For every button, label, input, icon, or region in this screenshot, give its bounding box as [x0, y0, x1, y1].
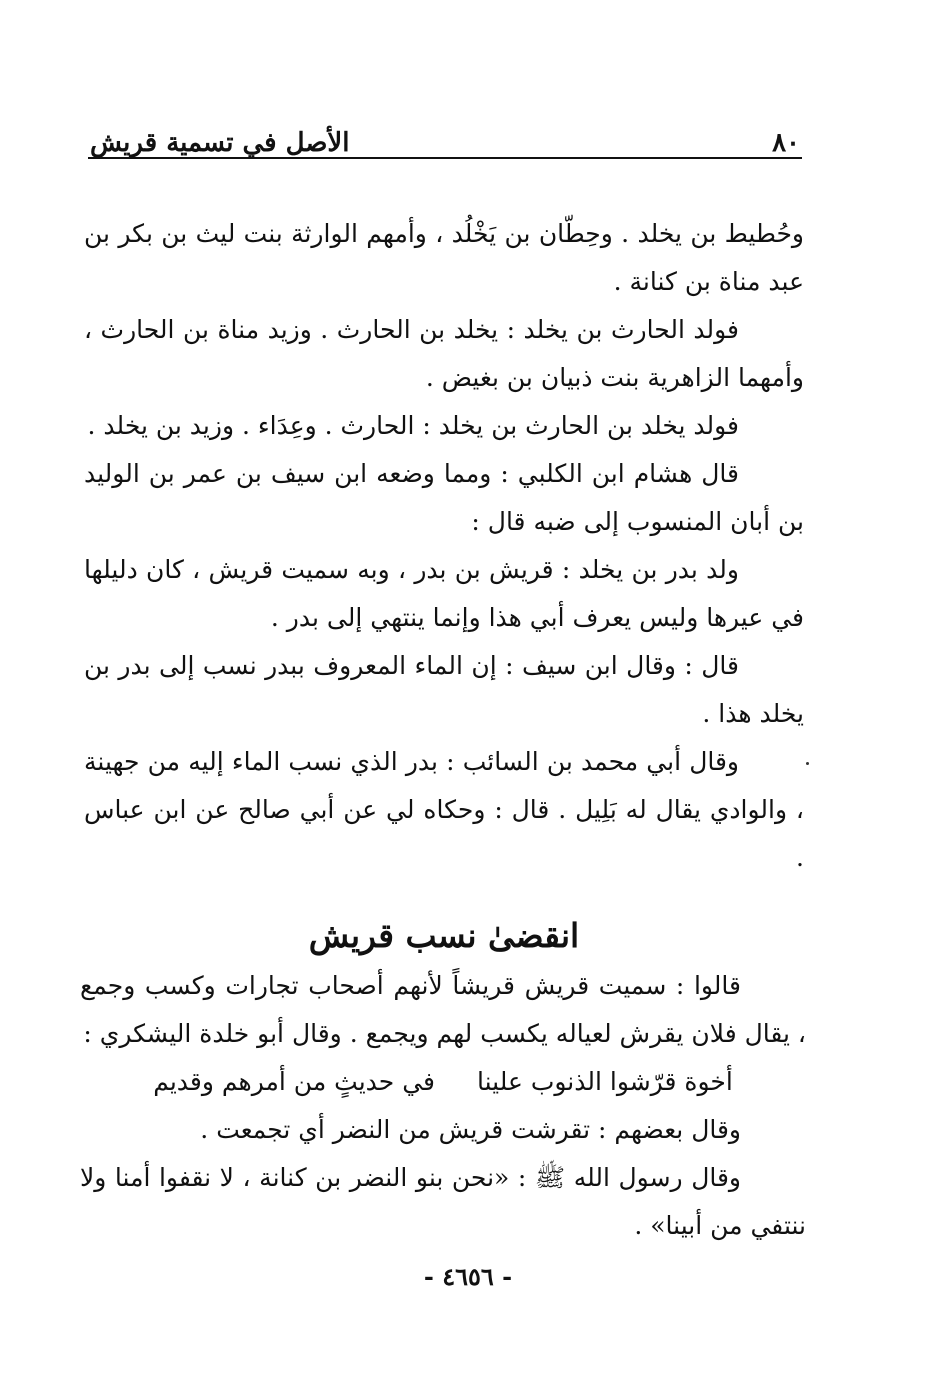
running-header [90, 108, 800, 158]
verse-first-hemistich: أخوة قرّشوا الذنوب علينا [476, 1067, 733, 1096]
paragraph: وقال رسول الله ﷺ : «نحن بنو النضر بن كنانة ، لا نقفوا أمنا ولا ننتفي من أبينا» . [80, 1163, 806, 1240]
ink-speck [806, 762, 809, 765]
paragraph: فولد يخلد بن الحارث بن يخلد : الحارث . وعِدَاء . وزيد بن يخلد . [87, 411, 739, 440]
paragraph: ولد بدر بن يخلد : قريش بن بدر ، وبه سميت قريش ، كان دليلها في عيرها وليس يعرف أبي هذا وإنما ينتهي إلى بدر . [84, 555, 804, 632]
header-rule [88, 157, 802, 159]
header-chapter-title: الأصل في تسمية قريش [90, 128, 350, 158]
footer-page-number: - ٤٦٥٦ - [423, 1262, 513, 1291]
main-text [84, 210, 804, 882]
paragraph: قال : وقال ابن سيف : إن الماء المعروف ببدر نسب إلى بدر بن يخلد هذا . [84, 651, 804, 728]
paragraph: فولد الحارث بن يخلد : يخلد بن الحارث . وزيد مناة بن الحارث ، وأمهما الزاهرية بنت ذبيان بن بغيض . [84, 315, 804, 392]
paragraph: وقال أبي محمد بن السائب : بدر الذي نسب الماء إليه من جهينة ، والوادي يقال له بَلِيل . قال : وحكاه لي عن أبي صالح عن ابن عباس . [84, 747, 804, 872]
header-page-number: ٨٠ [772, 128, 800, 158]
verse-second-hemistich: في حديثٍ من أمرهم وقديم [153, 1067, 435, 1096]
paragraph: قالوا : سميت قريش قريشاً لأنهم أصحاب تجارات وكسب وجمع ، يقال فلان يقرش لعياله يكسب لهم ويجمع . وقال أبو خلدة اليشكري : [80, 971, 806, 1048]
paragraph: قال هشام ابن الكلبي : ومما وضعه ابن سيف بن عمر بن الوليد بن أبان المنسوب إلى ضبه قال : [84, 459, 804, 536]
poetry-verse [80, 1058, 806, 1106]
paragraph: وقال بعضهم : تقرشت قريش من النضر أي تجمعت . [200, 1115, 741, 1144]
section-text [80, 962, 806, 1250]
section-title: انقضىٰ نسب قريش [308, 916, 580, 955]
paragraph: وحُطيط بن يخلد . وحِطّان بن يَخْلُد ، وأمهم الوارثة بنت ليث بن بكر بن عبد مناة بن كنانة . [84, 219, 804, 296]
